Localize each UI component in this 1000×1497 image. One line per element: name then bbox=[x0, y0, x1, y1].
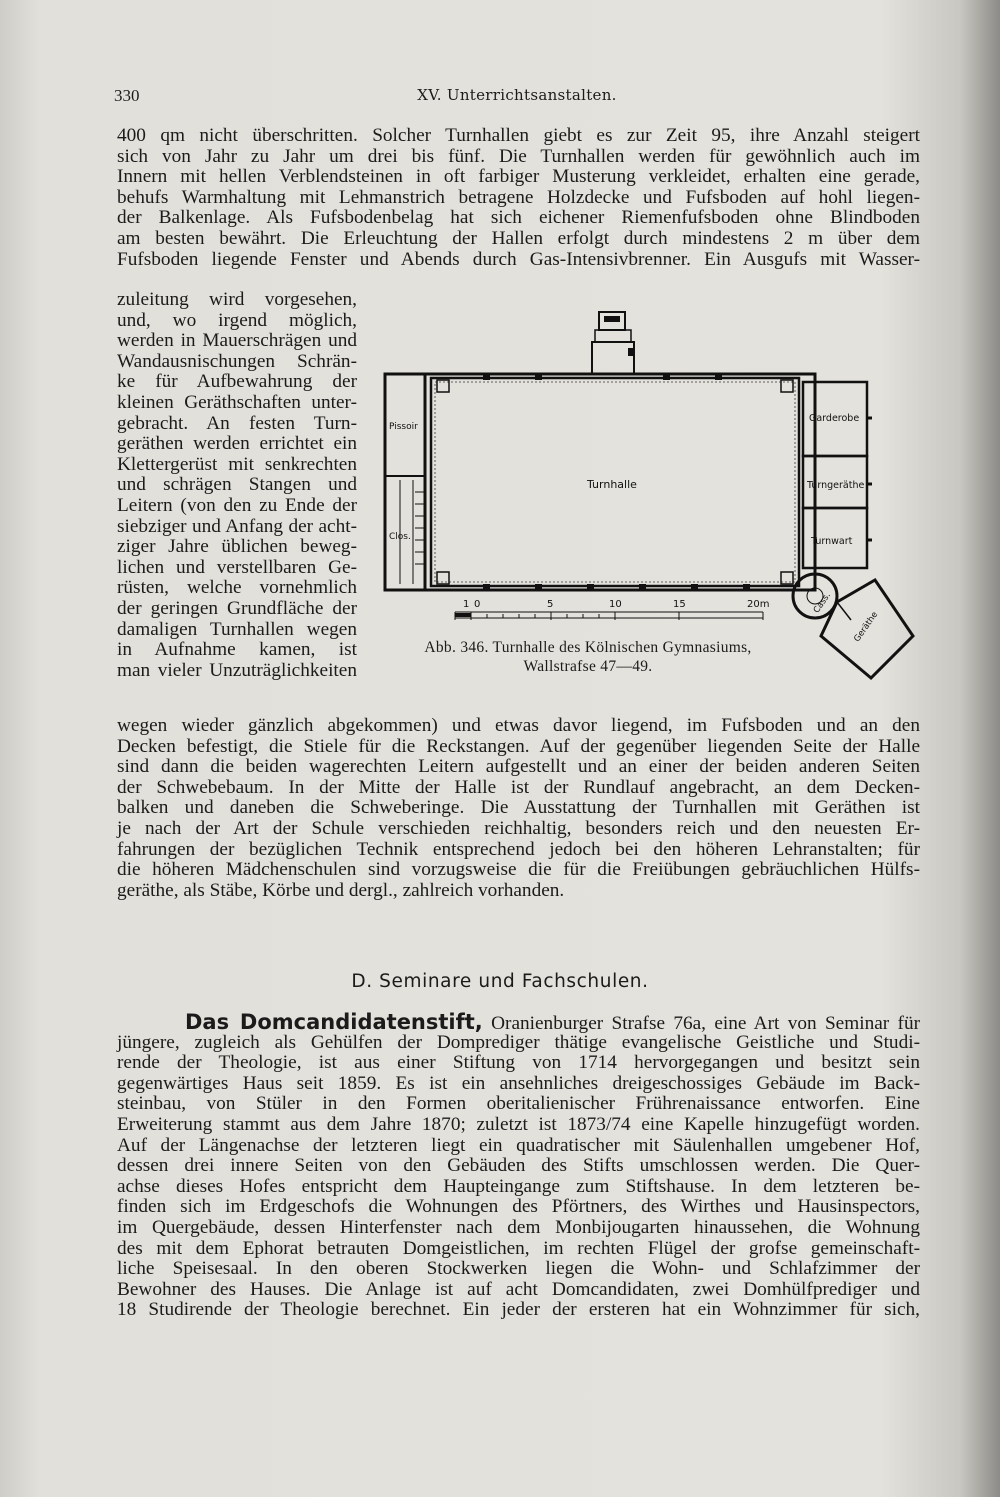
text-line: man vieler Unzuträglichkeiten bbox=[117, 659, 357, 681]
label-geraethe: Geräthe bbox=[852, 610, 881, 644]
floor-plan-drawing bbox=[375, 300, 915, 695]
text-line: gebracht. An festen Turn- bbox=[117, 412, 357, 434]
text-line: rende der Theologie, ist aus einer Stiftung von 1714 hervorgegangen und besitzt sein bbox=[117, 1052, 920, 1074]
lead-rest: Oranienburger Strafse 76a, eine Art von Seminar für bbox=[482, 1013, 920, 1034]
text-line: damaligen Turnhallen wegen bbox=[117, 618, 357, 640]
page-header bbox=[114, 84, 920, 108]
text-line: ziger Jahre üblichen beweg- bbox=[117, 536, 357, 558]
scale-label: 1 bbox=[463, 599, 470, 610]
text-line: Innern mit hellen Verblendsteinen in oft farbiger Musterung verkleidet, erhalten eine gerade, bbox=[117, 166, 920, 188]
scale-label: 10 bbox=[609, 599, 622, 610]
text-line: Auf der Längenachse der letzteren liegt ein quadratischer mit Säulenhallen umgebener Hof, bbox=[117, 1134, 920, 1156]
text-line: und, wo irgend möglich, bbox=[117, 309, 357, 331]
label-closets: Clos. bbox=[389, 532, 411, 542]
text-line: 400 qm nicht überschritten. Solcher Turnhallen giebt es zur Zeit 95, ihre Anzahl steigert bbox=[117, 125, 920, 146]
label-pissoir: Pissoir bbox=[389, 422, 418, 432]
paragraph-geraethe bbox=[117, 716, 920, 901]
text-line: gegenwärtiges Haus seit 1859. Es ist ein ansehnliches dreigeschossiges Gebäude im Back- bbox=[117, 1072, 920, 1094]
text-line: achse dieses Hofes entspricht dem Haupteingange zum Stiftshause. In dem letzteren be- bbox=[117, 1175, 920, 1197]
scale-label: 0 bbox=[474, 599, 481, 610]
text-line: wegen wieder gänzlich abgekommen) und etwas davor liegend, im Fufsboden und an den bbox=[117, 715, 920, 736]
text-line: Klettergerüst mit senkrechten bbox=[117, 453, 357, 475]
text-line: dessen drei innere Seiten von den Gebäuden des Stifts umschlossen werden. Die Quer- bbox=[117, 1155, 920, 1177]
label-garderobe: Garderobe bbox=[809, 413, 860, 424]
text-line: und schrägen Stangen und bbox=[117, 474, 357, 496]
figure-caption bbox=[383, 638, 793, 676]
text-line: geräthen werden errichtet ein bbox=[117, 433, 357, 455]
label-cass: Cass. bbox=[811, 590, 833, 616]
text-line: balken und daneben die Schweberinge. Die Ausstattung der Turnhallen mit Geräthen ist bbox=[117, 797, 920, 819]
text-line: finden sich im Erdgeschofs die Wohnungen des Pförtners, des Wirthes und Hausinspectors, bbox=[117, 1196, 920, 1218]
text-line: lichen und verstellbaren Ge- bbox=[117, 556, 357, 578]
lead-term: Das Domcandidatenstift, bbox=[185, 1010, 483, 1034]
running-title: XV. Unterrichtsanstalten. bbox=[417, 86, 617, 104]
text-line: sich von Jahr zu Jahr um drei bis fünf. Die Turnhallen werden für gewöhnlich auch im bbox=[117, 145, 920, 167]
text-line: behufs Warmhaltung mit Lehmanstrich betragene Holzdecke und Fufsboden auf hohl liegen- bbox=[117, 186, 920, 208]
label-turnwart: Turnwart bbox=[811, 536, 853, 547]
paragraph-turnhallen bbox=[117, 126, 920, 270]
text-line: im Quergebäude, dessen Hinterfenster nach dem Monbijougarten hinaussehen, die Wohnung bbox=[117, 1216, 920, 1238]
scale-label: 5 bbox=[547, 599, 554, 610]
figure-floor-plan bbox=[375, 300, 915, 695]
text-line: Fufsboden liegende Fenster und Abends durch Gas-Intensivbrenner. Ein Ausgufs mit Wasser- bbox=[117, 248, 920, 270]
text-line: am besten bewährt. Die Erleuchtung der Hallen erfolgt durch mindestens 2 m über dem bbox=[117, 227, 920, 249]
label-turnhalle: Turnhalle bbox=[587, 478, 637, 491]
paragraph-wrap-column bbox=[117, 290, 357, 681]
scale-label: 15 bbox=[673, 599, 686, 610]
text-line: des mit dem Ephorat betrauten Domgeistlichen, im rechten Flügel der grofse gemeinschaft- bbox=[117, 1237, 920, 1259]
text-line: Decken befestigt, die Stiele für die Reckstangen. Auf der gegenüber liegenden Seite der Halle bbox=[117, 735, 920, 757]
text-line: jüngere, zugleich als Gehülfen der Domprediger thätige evangelische Geistliche und Studi- bbox=[117, 1031, 920, 1053]
text-line: der Balkenlage. Als Fufsbodenbelag hat sich eichener Riemenfufsboden ohne Blindboden bbox=[117, 207, 920, 229]
text-line: der Schwebebaum. In der Mitte der Halle ist der Rundlauf angebracht, an dem Decken- bbox=[117, 776, 920, 798]
text-line: Bewohner des Hauses. Die Anlage ist auf acht Domcandidaten, zwei Domhülfprediger und bbox=[117, 1278, 920, 1300]
text-line: kleinen Geräthschaften unter- bbox=[117, 391, 357, 413]
caption-line: Wallstrafse 47—49. bbox=[523, 658, 653, 675]
text-line: zuleitung wird vorgesehen, bbox=[117, 289, 357, 310]
text-line: sind dann die beiden wagerechten Leitern aufgestellt und an einer der beiden anderen Seiten bbox=[117, 756, 920, 778]
text-line: fahrungen der bezüglichen Technik entsprechend jedoch bei den höheren Lehranstalten; für bbox=[117, 838, 920, 860]
section-heading: D. Seminare und Fachschulen. bbox=[351, 971, 649, 992]
text-line: geräthe, als Stäbe, Körbe und dergl., zahlreich vorhanden. bbox=[117, 879, 565, 901]
text-line: Wandausnischungen Schrän- bbox=[117, 350, 357, 372]
page-number: 330 bbox=[114, 86, 140, 105]
text-line: Erweiterung stammt aus dem Jahre 1870; zuletzt ist 1873/74 eine Kapelle hinzugefügt worden. bbox=[117, 1113, 920, 1135]
label-turngeraethe: Turngeräthe bbox=[807, 480, 865, 491]
text-line: je nach der Art der Schule verschieden reichhaltig, besonders reich und den neuesten Er- bbox=[117, 817, 920, 839]
caption-line: Abb. 346. Turnhalle des Kölnischen Gymnasiums, bbox=[424, 639, 752, 656]
text-line: steinbau, von Stüler in den Formen oberitalienischer Frührenaissance entworfen. Eine bbox=[117, 1093, 920, 1115]
text-line-lead bbox=[117, 1012, 920, 1033]
text-line: rüsten, welche vornehmlich bbox=[117, 577, 357, 599]
text-line: 18 Studirende der Theologie berechnet. Ein jeder der ersteren hat ein Wohnzimmer für sich, bbox=[117, 1299, 920, 1321]
text-line: in Aufnahme kamen, ist bbox=[117, 639, 357, 661]
text-line: die höheren Mädchenschulen sind vorzugsweise die für die Freiübungen gebräuchlichen Hülfs- bbox=[117, 859, 920, 881]
text-line: der geringen Grundfläche der bbox=[117, 597, 357, 619]
paragraph-domcandidatenstift bbox=[117, 1012, 920, 1321]
scale-label: 20m bbox=[747, 599, 770, 610]
text-line: werden in Mauerschrägen und bbox=[117, 330, 357, 352]
text-line: siebziger und Anfang der acht- bbox=[117, 515, 357, 537]
text-line: liche Speisesaal. In den oberen Stockwerken liegen die Wohn- und Schlafzimmer der bbox=[117, 1258, 920, 1280]
text-line: Leitern (von den zu Ende der bbox=[117, 494, 357, 516]
text-line: ke für Aufbewahrung der bbox=[117, 371, 357, 393]
